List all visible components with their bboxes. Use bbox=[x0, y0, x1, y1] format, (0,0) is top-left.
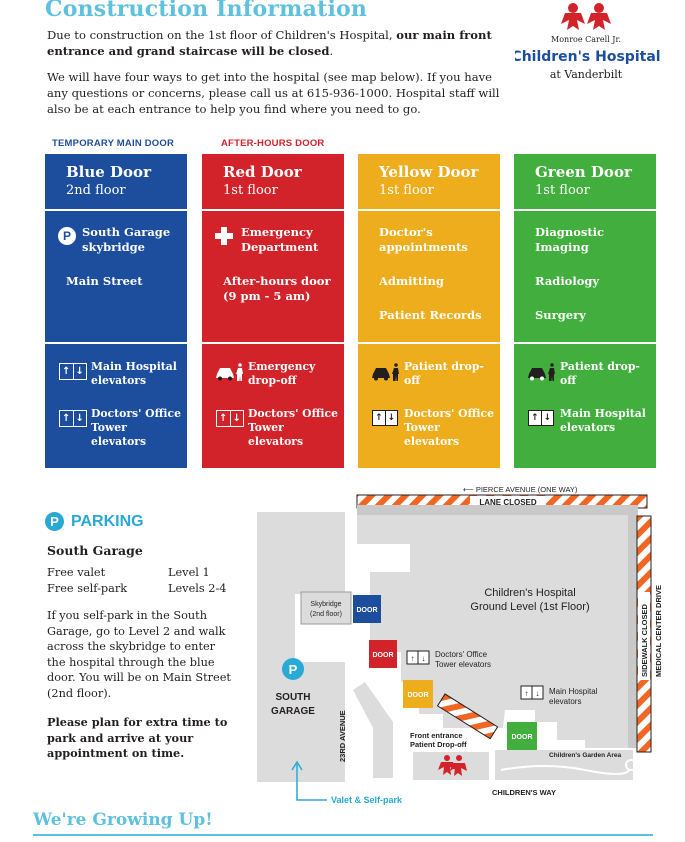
elevator-icon: ↑ ↓ bbox=[59, 363, 87, 380]
patient-dropoff-label: Patient Drop-off bbox=[410, 740, 467, 749]
pierce-avenue-label: ⟵ PIERCE AVENUE (ONE WAY) bbox=[463, 485, 578, 494]
dropoff-icon bbox=[372, 363, 402, 381]
amenity-row bbox=[372, 360, 494, 388]
logo-line1: Monroe Carell Jr. bbox=[551, 35, 621, 44]
lane-closed-label: LANE CLOSED bbox=[479, 498, 537, 507]
parking-title: PARKING bbox=[71, 512, 144, 530]
intro-paragraph-1: Due to construction on the 1st floor of Children's Hospital, our main front entrance and grand staircase will be closed. bbox=[47, 28, 492, 58]
garage-name: South Garage bbox=[47, 543, 143, 558]
svg-text:↑: ↑ bbox=[524, 689, 529, 698]
main-elevators-label-2: elevators bbox=[549, 697, 582, 706]
medical-center-drive-label: MEDICAL CENTER DRIVE bbox=[654, 585, 663, 677]
info-item: Radiology bbox=[535, 274, 600, 288]
logo-figures-icon bbox=[561, 3, 611, 30]
svg-text:↓: ↓ bbox=[421, 654, 426, 663]
page-title: Construction Information bbox=[45, 0, 368, 22]
info-item: Diagnostic Imaging bbox=[535, 225, 605, 254]
info-item: Main Street bbox=[66, 274, 143, 288]
amenity-row bbox=[528, 360, 650, 388]
hospital-map bbox=[245, 482, 665, 810]
avenue-median bbox=[353, 682, 393, 778]
amenity-row bbox=[59, 360, 181, 388]
red-door-column bbox=[202, 154, 344, 468]
hospital-logo bbox=[515, 0, 660, 90]
amenity-row bbox=[528, 407, 650, 435]
blue-door-amenities bbox=[45, 344, 187, 468]
parking-note: Please plan for extra time to park and arrive at your appointment on time. bbox=[47, 715, 228, 760]
elevator-icon: ↑ ↓ bbox=[528, 410, 554, 426]
green-door-column bbox=[514, 154, 656, 468]
red-door-floor: 1st floor bbox=[223, 183, 278, 198]
dropoff-icon bbox=[216, 363, 246, 381]
medical-cross-icon bbox=[215, 227, 233, 245]
logo-line2: Children's Hospital bbox=[515, 49, 660, 65]
elevator-icon: ↑ ↓ bbox=[59, 410, 87, 427]
hospital-floor-label: Ground Level (1st Floor) bbox=[470, 601, 590, 613]
parking-heading bbox=[45, 512, 144, 531]
avenue-label: 23RD AVENUE bbox=[338, 710, 347, 762]
info-item: Patient Records bbox=[379, 308, 482, 322]
door-label: DOOR bbox=[356, 607, 378, 614]
svg-text:↓: ↓ bbox=[535, 689, 540, 698]
door-label: DOOR bbox=[372, 652, 394, 659]
amenity-row bbox=[216, 360, 338, 388]
info-item: South Garage skybridge bbox=[82, 225, 171, 254]
rate-value: Level 1 bbox=[168, 566, 210, 579]
dot-elevators-label-1: Doctors' Office bbox=[435, 650, 488, 659]
yellow-door-title: Yellow Door bbox=[379, 163, 479, 181]
green-door-header bbox=[514, 154, 656, 209]
parking-icon: P bbox=[58, 227, 76, 245]
yellow-door-column bbox=[358, 154, 500, 468]
info-item: After-hours door (9 pm - 5 am) bbox=[223, 274, 331, 303]
south-garage-label-1: SOUTH bbox=[275, 692, 311, 703]
skybridge bbox=[301, 592, 351, 624]
footer-rule bbox=[33, 834, 653, 836]
door-label: DOOR bbox=[407, 692, 429, 699]
hospital-building bbox=[357, 510, 633, 748]
garden-label: Children's Garden Area bbox=[549, 752, 622, 759]
parking-rates bbox=[47, 565, 237, 596]
green-door-floor: 1st floor bbox=[535, 183, 590, 198]
south-garage-label-2: GARAGE bbox=[271, 706, 315, 717]
red-door-info bbox=[202, 211, 344, 342]
valet-label: Valet & Self-park bbox=[331, 795, 403, 805]
logo-line3: at Vanderbilt bbox=[549, 68, 623, 81]
amenity-row bbox=[372, 407, 494, 449]
parking-map-letter: P bbox=[288, 662, 298, 677]
amenity-label: Doctors' Office Tower elevators bbox=[248, 407, 338, 448]
hospital-name-label: Children's Hospital bbox=[484, 587, 576, 599]
red-door-title: Red Door bbox=[223, 163, 302, 181]
front-entrance-label: Front entrance bbox=[410, 731, 463, 740]
green-door-info bbox=[514, 211, 656, 342]
amenity-label: Main Hospital elevators bbox=[560, 407, 646, 434]
main-elevators-label-1: Main Hospital bbox=[549, 687, 598, 696]
dropoff-icon bbox=[528, 363, 558, 381]
info-item: Admitting bbox=[379, 274, 444, 288]
info-item: Doctor's appointments bbox=[379, 225, 468, 254]
tag-temporary-main-door: TEMPORARY MAIN DOOR bbox=[52, 138, 175, 149]
left-arrow-icon: ⟵ bbox=[463, 485, 476, 494]
elevator-icon: ↑ ↓ bbox=[216, 410, 244, 427]
blue-door-column bbox=[45, 154, 187, 468]
dot-elevators-label-2: Tower elevators bbox=[435, 660, 492, 669]
amenity-label: Emergency drop-off bbox=[248, 360, 316, 387]
yellow-door-amenities bbox=[358, 344, 500, 468]
info-item: Surgery bbox=[535, 308, 586, 322]
yellow-door-header bbox=[358, 154, 500, 209]
green-door-amenities bbox=[514, 344, 656, 468]
rate-label: Free valet bbox=[47, 566, 106, 579]
amenity-row bbox=[216, 407, 338, 449]
blue-door-info bbox=[45, 211, 187, 342]
svg-text:↑: ↑ bbox=[410, 654, 415, 663]
rate-value: Levels 2-4 bbox=[168, 581, 227, 595]
amenity-label: Patient drop-off bbox=[404, 360, 484, 387]
blue-door-floor: 2nd floor bbox=[66, 183, 126, 198]
info-emergency-row bbox=[215, 225, 336, 274]
elevator-icon: ↑ ↓ bbox=[372, 410, 398, 426]
yellow-door-floor: 1st floor bbox=[379, 183, 434, 198]
green-door-title: Green Door bbox=[535, 163, 632, 181]
childrens-way-label: CHILDREN'S WAY bbox=[492, 788, 557, 797]
blue-door-title: Blue Door bbox=[66, 163, 151, 181]
red-door-amenities bbox=[202, 344, 344, 468]
parking-instructions: If you self-park in the South Garage, go to Level 2 and walk across the skybridge to enter the hospital through the blue door. You will be on Main Street (2nd floor). bbox=[47, 609, 231, 700]
amenity-label: Doctors' Office Tower elevators bbox=[91, 407, 181, 448]
amenity-label: Doctors' Office Tower elevators bbox=[404, 407, 494, 448]
blue-door-header bbox=[45, 154, 187, 209]
amenity-label: Patient drop-off bbox=[560, 360, 640, 387]
amenity-row bbox=[59, 407, 181, 449]
yellow-door-info bbox=[358, 211, 500, 342]
door-label: DOOR bbox=[511, 734, 533, 741]
info-skybridge-row bbox=[58, 225, 179, 274]
rate-label: Free self-park bbox=[47, 581, 128, 595]
info-item: Emergency Department bbox=[241, 225, 319, 254]
south-garage-building bbox=[257, 512, 345, 782]
skybridge-label-2: (2nd floor) bbox=[310, 611, 342, 618]
parking-icon: P bbox=[45, 512, 64, 531]
red-door-header bbox=[202, 154, 344, 209]
tag-after-hours-door: AFTER-HOURS DOOR bbox=[221, 138, 325, 149]
footer-heading: We're Growing Up! bbox=[33, 810, 213, 830]
sidewalk-closed-label: SIDEWALK CLOSED bbox=[640, 604, 649, 677]
amenity-label: Main Hospital elevators bbox=[91, 360, 177, 387]
skybridge-label-1: Skybridge bbox=[310, 601, 342, 608]
intro-paragraph-2: We will have four ways to get into the hospital (see map below). If you have any questions or concerns, please call us at 615-936-1000. Hospital staff will also be at each entrance to help you find where you need to go. bbox=[47, 70, 500, 116]
